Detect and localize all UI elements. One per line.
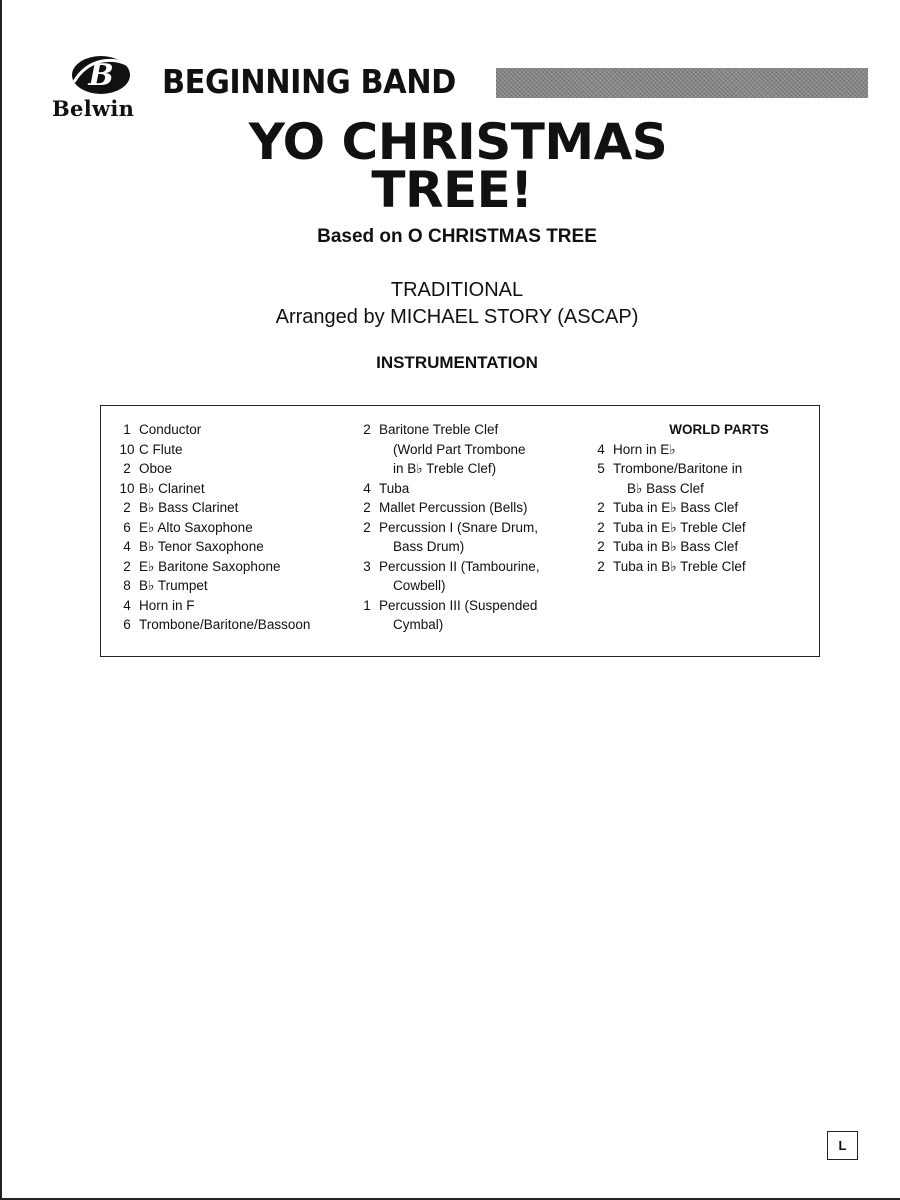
instrument-quantity: 2 xyxy=(123,558,131,574)
instrument-quantity: 2 xyxy=(597,519,605,535)
world-parts-heading: WORLD PARTS xyxy=(669,422,769,437)
instrument-quantity: 6 xyxy=(123,617,131,632)
instrumentation-column-world-parts xyxy=(589,420,809,576)
instrument-row xyxy=(115,440,345,460)
instrument-name: C Flute xyxy=(139,441,183,457)
instrument-row xyxy=(355,576,585,596)
instrumentation-column-2 xyxy=(355,420,585,635)
instrument-row xyxy=(115,576,345,596)
instrumentation-box xyxy=(100,405,820,657)
instrument-name: Tuba in E♭ Treble Clef xyxy=(613,519,746,535)
instrument-row xyxy=(355,498,585,518)
instrument-row xyxy=(115,420,345,440)
instrument-row xyxy=(589,498,809,518)
instrument-row xyxy=(115,537,345,557)
instrument-name: B♭ Trumpet xyxy=(139,578,208,593)
instrument-quantity: 4 xyxy=(363,480,371,496)
instrument-name: Percussion III (Suspended xyxy=(379,597,538,613)
series-label: BEGINNING BAND xyxy=(162,62,456,101)
instrument-name: Bass Drum) xyxy=(393,539,465,554)
instrumentation-column-1 xyxy=(115,420,345,635)
instrument-row xyxy=(115,557,345,577)
grade-level-box: L xyxy=(827,1131,858,1160)
instrument-quantity: 2 xyxy=(363,500,371,515)
instrument-name: in B♭ Treble Clef) xyxy=(393,461,497,476)
instrument-quantity: 2 xyxy=(597,500,605,515)
logo-letter: B xyxy=(88,58,114,93)
instrument-name: Trombone/Baritone/Bassoon xyxy=(139,617,311,632)
instrument-row xyxy=(355,440,585,460)
belwin-emblem-icon xyxy=(68,52,134,98)
instrument-name: Percussion II (Tambourine, xyxy=(379,558,540,574)
instrument-quantity: 2 xyxy=(123,500,131,515)
page-title xyxy=(2,113,900,219)
instrument-quantity: 6 xyxy=(123,519,131,535)
instrument-quantity: 1 xyxy=(363,597,371,613)
composer-credit: TRADITIONAL xyxy=(390,279,524,301)
instrument-name: Conductor xyxy=(139,422,202,437)
instrument-quantity: 10 xyxy=(119,480,135,496)
publisher-logo xyxy=(50,52,154,122)
subtitle: Based on O CHRISTMAS TREE xyxy=(317,226,597,247)
instrument-name: Mallet Percussion (Bells) xyxy=(379,500,528,515)
instrument-row xyxy=(115,518,345,538)
instrument-name: B♭ Bass Clarinet xyxy=(139,500,239,515)
title-line-1: YO CHRISTMAS xyxy=(248,113,668,171)
instrument-name: Horn in E♭ xyxy=(613,441,676,457)
instrument-row xyxy=(589,479,809,499)
instrument-row xyxy=(115,479,345,499)
instrument-name: Baritone Treble Clef xyxy=(379,422,499,437)
instrument-quantity: 10 xyxy=(119,441,135,457)
instrument-quantity: 2 xyxy=(597,558,605,574)
instrument-row xyxy=(355,557,585,577)
instrument-row xyxy=(355,537,585,557)
instrument-name: Percussion I (Snare Drum, xyxy=(379,519,539,535)
instrument-quantity: 3 xyxy=(363,558,371,574)
instrument-quantity: 5 xyxy=(597,461,605,476)
instrument-name: B♭ Tenor Saxophone xyxy=(139,539,264,554)
instrument-row xyxy=(355,479,585,499)
instrument-row xyxy=(589,557,809,577)
instrument-name: Cowbell) xyxy=(393,578,446,593)
instrument-row xyxy=(355,518,585,538)
instrument-quantity: 2 xyxy=(363,422,371,437)
instrument-row xyxy=(355,459,585,479)
instrument-row xyxy=(589,440,809,460)
instrument-name: B♭ Bass Clef xyxy=(627,480,704,496)
instrument-name: Trombone/Baritone in xyxy=(613,461,743,476)
instrument-quantity: 4 xyxy=(597,441,605,457)
instrument-quantity: 2 xyxy=(363,519,371,535)
instrument-quantity: 2 xyxy=(123,461,131,476)
instrument-name: E♭ Baritone Saxophone xyxy=(139,558,281,574)
instrument-name: Tuba in B♭ Bass Clef xyxy=(613,539,739,554)
instrument-row xyxy=(355,420,585,440)
instrument-row xyxy=(589,537,809,557)
instrument-quantity: 4 xyxy=(123,539,131,554)
instrument-name: Oboe xyxy=(139,461,173,476)
instrument-quantity: 4 xyxy=(123,597,131,613)
instrument-row xyxy=(355,615,585,635)
instrument-row xyxy=(589,459,809,479)
title-line-2: TREE! xyxy=(371,161,533,219)
instrument-row xyxy=(115,498,345,518)
instrument-name: Tuba in E♭ Bass Clef xyxy=(613,500,739,515)
series-banner-bar xyxy=(496,68,868,98)
instrument-row xyxy=(115,615,345,635)
instrument-row xyxy=(115,459,345,479)
publisher-wordmark: Belwin xyxy=(52,96,135,121)
instrument-name: E♭ Alto Saxophone xyxy=(139,519,253,535)
instrumentation-heading: INSTRUMENTATION xyxy=(376,353,538,372)
instrument-name: Tuba xyxy=(379,480,410,496)
instrument-name: (World Part Trombone xyxy=(393,441,526,457)
instrument-row xyxy=(589,518,809,538)
instrument-name: Horn in F xyxy=(139,597,195,613)
instrument-quantity: 1 xyxy=(123,422,131,437)
instrument-name: B♭ Clarinet xyxy=(139,480,205,496)
instrument-quantity: 2 xyxy=(597,539,605,554)
instrument-quantity: 8 xyxy=(123,578,131,593)
instrument-row xyxy=(115,596,345,616)
arranger-credit: Arranged by MICHAEL STORY (ASCAP) xyxy=(275,306,639,328)
instrument-row xyxy=(355,596,585,616)
instrument-name: Cymbal) xyxy=(393,617,444,632)
instrument-name: Tuba in B♭ Treble Clef xyxy=(613,558,746,574)
